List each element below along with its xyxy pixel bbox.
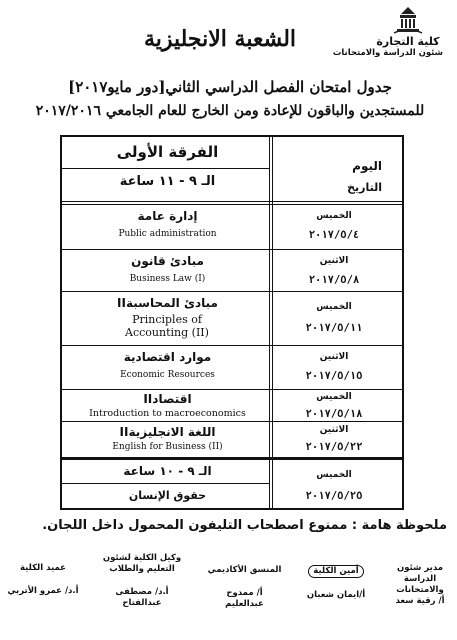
subject-arabic: اللغة الانجليزيةII	[119, 425, 216, 439]
signature-name: أ/ايمان شعبان	[306, 590, 366, 600]
row-day: الاثنين	[319, 352, 349, 362]
row-day: الاثنين	[319, 425, 349, 435]
row-date: ٢٠١٧/٥/٢٥	[305, 490, 363, 502]
subject-arabic: موارد اقتصادية	[123, 350, 212, 364]
row-day: الاثنين	[319, 256, 349, 266]
header-year-level: الفرقة الأولى	[116, 143, 219, 161]
signature-vice-dean	[97, 553, 187, 609]
important-note: ملحوظة هامة : ممنوع اصطحاب التليفون المحمول داخل اللجان.	[42, 518, 447, 533]
signature-title: المنسق الأكاديمي	[207, 565, 282, 575]
signature-title: أمين الكلية	[308, 565, 363, 578]
row-date: ٢٠١٧/٥/٤	[308, 229, 360, 241]
header-day: اليوم	[352, 159, 382, 173]
header-exam-time: الـ ٩ - ١١ ساعة	[119, 174, 216, 189]
faculty-logo	[332, 6, 443, 58]
department-name: شئون الدراسة والامتحانات	[332, 48, 443, 58]
schedule-subtitle: جدول امتحان الفصل الدراسي الثاني[دور مايو٢٠١٧]	[68, 78, 392, 96]
handwritten-signature	[207, 576, 282, 588]
faculty-name: كلية التجارة	[376, 35, 440, 48]
signature-title: وكيل الكلية لشئون التعليم والطلاب	[102, 553, 182, 574]
subject-english: English for Business (II)	[112, 442, 223, 452]
subject-arabic: اقتصادII	[143, 392, 192, 406]
header-date: التاريخ	[347, 181, 382, 194]
subject-english: Economic Resources	[120, 370, 215, 380]
subject-arabic: إدارة عامة	[137, 209, 198, 223]
table-row	[62, 421, 402, 458]
row-date: ٢٠١٧/٥/١١	[305, 322, 363, 334]
subject-arabic: مبادئ قانون	[131, 254, 204, 268]
subject-english: Principles of Accounting (II)	[125, 313, 209, 339]
university-emblem-icon	[391, 6, 425, 36]
signature-name: أ.د/ مصطفى عبدالفتاح	[115, 587, 169, 608]
schedule-audience: للمستجدين والباقون للإعادة ومن الخارج للعام الجامعي ٢٠١٧/٢٠١٦	[35, 103, 425, 119]
table-row	[62, 205, 402, 249]
table-row	[62, 457, 402, 511]
signature-dean	[7, 563, 79, 597]
signature-college-secretary	[305, 565, 367, 601]
signature-affairs-director	[389, 563, 451, 607]
row-date: ٢٠١٧/٥/١٥	[305, 370, 363, 382]
subject-arabic: حقوق الإنسان	[128, 489, 207, 502]
signature-title: مدير شئون الدراسة والامتحانات	[396, 563, 444, 595]
table-row	[62, 291, 402, 346]
exam-time-second-slot: الـ ٩ - ١٠ ساعة	[123, 464, 212, 478]
signature-title: عميد الكلية	[20, 563, 66, 573]
handwritten-signature	[305, 578, 367, 590]
header-divider	[62, 168, 270, 169]
subject-arabic: مبادئ المحاسبةII	[117, 296, 218, 310]
handwritten-signature	[7, 574, 79, 586]
row-date: ٢٠١٧/٥/١٨	[305, 408, 363, 420]
subject-english: Introduction to macroeconomics	[89, 408, 246, 419]
signature-name: أ/ رقية سعد	[395, 596, 445, 606]
signature-name: أ.د/ عمرو الأتربي	[7, 586, 79, 596]
signature-academic-coordinator	[207, 565, 282, 610]
subject-english: Public administration	[118, 229, 217, 239]
row-date: ٢٠١٧/٥/٨	[308, 274, 360, 286]
page-title: الشعبة الانجليزية	[143, 26, 297, 52]
exam-table	[60, 135, 404, 510]
signature-name: أ/ ممدوح عبدالعليم	[225, 588, 264, 609]
row-day: الخميس	[316, 211, 352, 221]
row-day: الخميس	[316, 392, 352, 402]
row-day: الخميس	[316, 470, 352, 480]
row-day: الخميس	[316, 302, 352, 312]
row-date: ٢٠١٧/٥/٢٢	[305, 441, 363, 453]
handwritten-signature	[97, 575, 187, 587]
subject-english: Business Law (I)	[129, 274, 206, 284]
table-row	[62, 389, 402, 422]
slot-divider	[62, 483, 270, 484]
table-row	[62, 249, 402, 292]
table-row	[62, 345, 402, 390]
